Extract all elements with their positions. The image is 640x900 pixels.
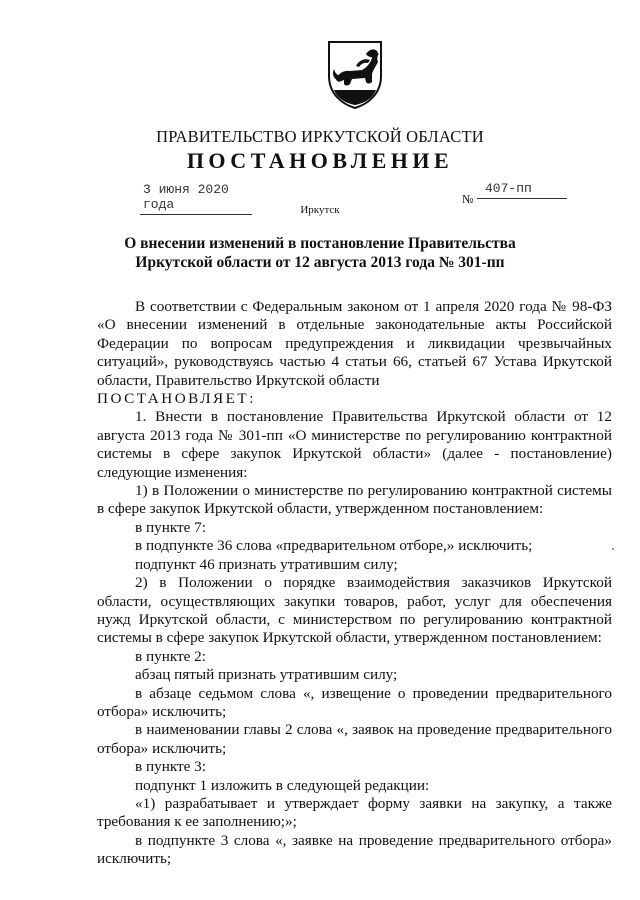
subject-line: О внесении изменений в постановление Правительства: [124, 235, 516, 252]
body-paragraph: «1) разрабатывает и утверждает форму заявки на закупку, а также требования к ее заполнению;»;: [97, 794, 612, 831]
city-name: Иркутск: [300, 204, 340, 216]
number-underline: [477, 198, 567, 199]
body-paragraph: 1. Внести в постановление Правительства Иркутской области от 12 августа 2013 года № 301-пп «О министерстве по регулированию контрактной системы в сфере закупок Иркутской области» (далее - постановление) следующие изменения:: [97, 408, 612, 481]
preamble-paragraph: В соответствии с Федеральным законом от 1 апреля 2020 года № 98-ФЗ «О внесении изменений в отдельные законодательные акты Российской Федерации по вопросам предупреждения и ликвидации чрезвычайных ситуаций», руководствуясь частью 4 статьи 66, статьей 67 Устава Иркутской области, Правительство Иркутской области: [97, 298, 612, 389]
document-body: [97, 298, 612, 869]
document-subject: [100, 234, 540, 272]
body-paragraph: 2) в Положении о порядке взаимодействия заказчиков Иркутской области, осуществляющих закупки товаров, работ, услуг для обеспечения нужд Иркутской области, с министерством по регулированию контрактной системы в сфере закупок Иркутской области, утвержденном постановлением:: [97, 574, 612, 647]
body-paragraph: подпункт 46 признать утратившим силу;: [135, 555, 398, 573]
body-paragraph: абзац пятый признать утратившим силу;: [135, 666, 398, 684]
resolves-heading: ПОСТАНОВЛЯЕТ:: [97, 390, 256, 408]
body-paragraph: в подпункте 3 слова «, заявке на проведение предварительного отбора» исключить;: [97, 831, 612, 868]
body-paragraph: в пункте 2:: [135, 647, 206, 665]
government-name: ПРАВИТЕЛЬСТВО ИРКУТСКОЙ ОБЛАСТИ: [156, 127, 484, 146]
scan-speck: [612, 548, 614, 550]
body-paragraph: в подпункте 36 слова «предварительном отборе,» исключить;: [135, 537, 533, 555]
body-paragraph: в абзаце седьмом слова «, извещение о проведении предварительного отбора» исключить;: [97, 684, 612, 720]
number-sign: №: [462, 192, 474, 206]
document-date: 3 июня 2020 года: [143, 182, 229, 212]
body-paragraph: в пункте 7:: [135, 518, 206, 536]
number-field: [477, 181, 567, 199]
coat-of-arms-icon: [326, 40, 384, 110]
document-type-title: ПОСТАНОВЛЕНИЕ: [186, 148, 454, 173]
body-paragraph: в пункте 3:: [135, 758, 206, 776]
body-paragraph: в наименовании главы 2 слова «, заявок на проведение предварительного отбора» исключить;: [97, 721, 612, 757]
body-paragraph: подпункт 1 изложить в следующей редакции:: [135, 776, 430, 794]
body-paragraph: 1) в Положении о министерстве по регулированию контрактной системы в сфере закупок Иркутской области, утвержденном постановлением:: [97, 482, 612, 518]
subject-line: Иркутской области от 12 августа 2013 года № 301-пп: [135, 254, 505, 271]
document-number: 407-пп: [485, 181, 532, 196]
